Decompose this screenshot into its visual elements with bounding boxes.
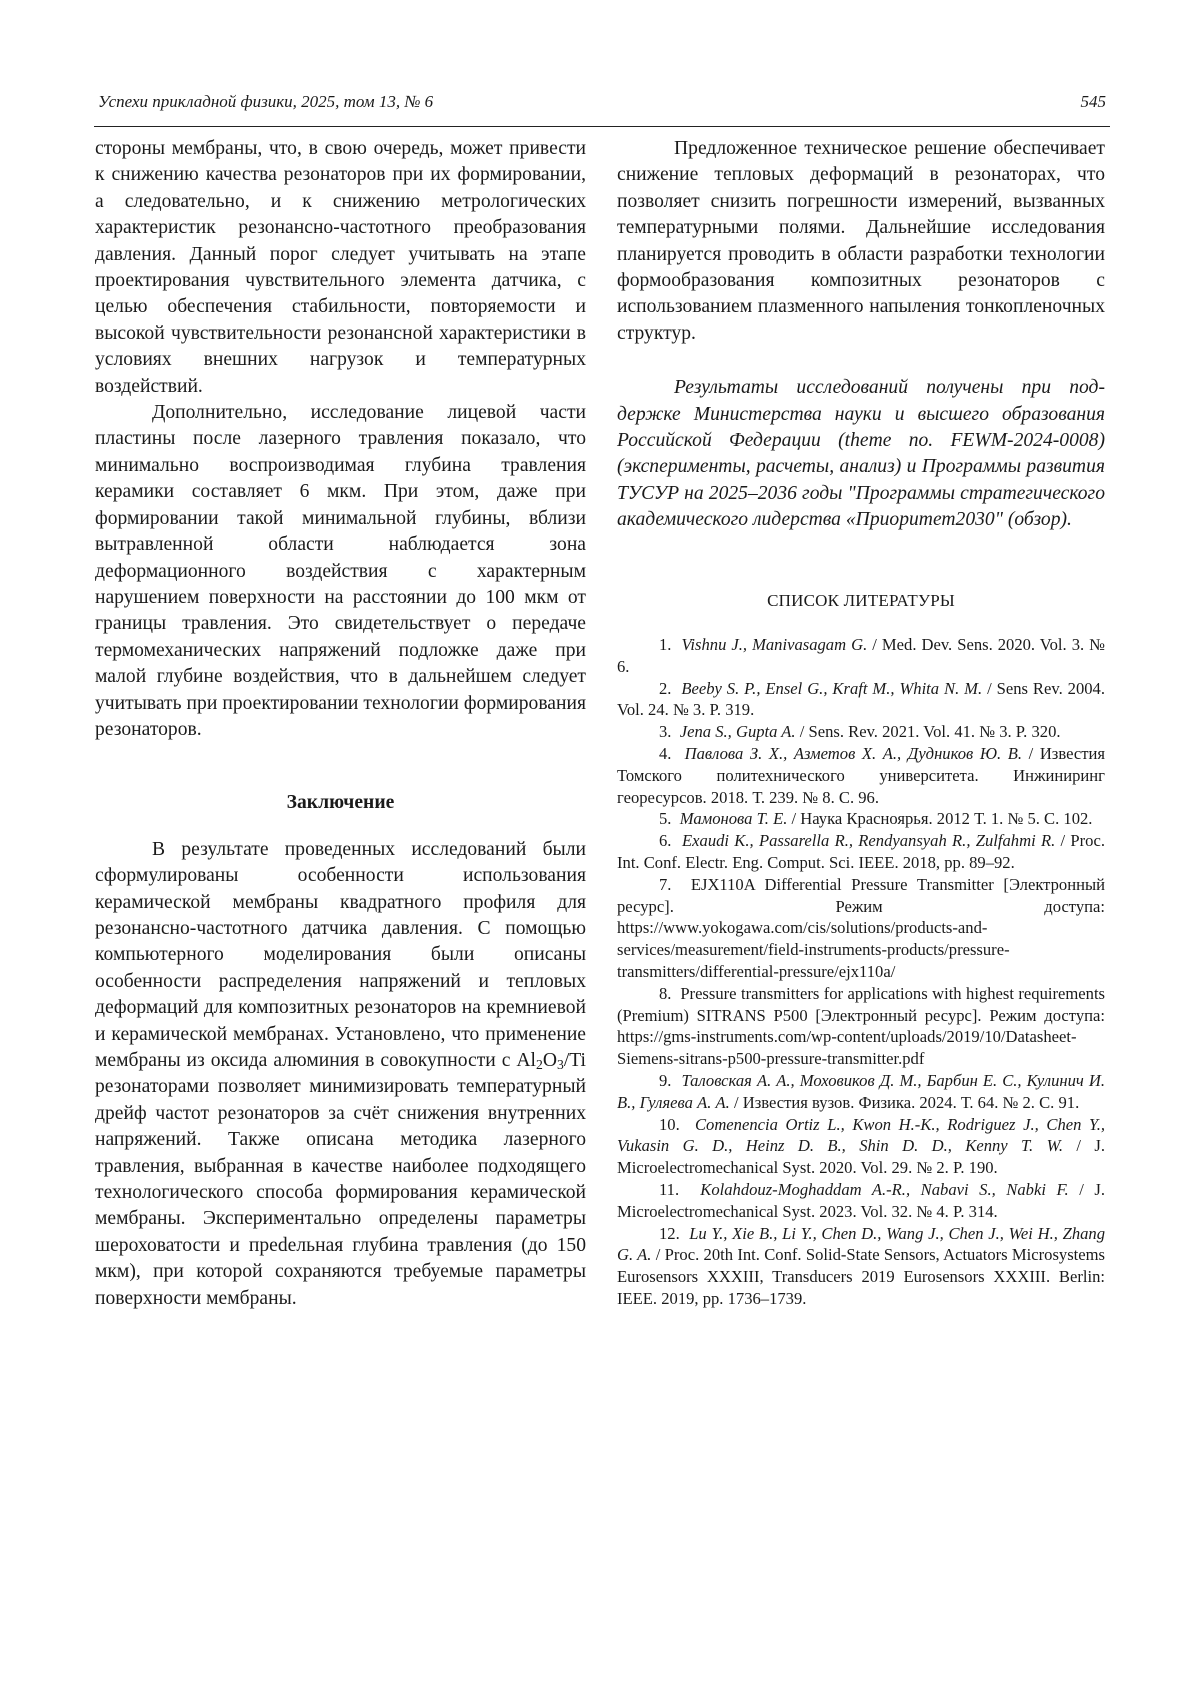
- reference-authors: Kolahdouz-Moghaddam A.-R., Nabavi S., Nabki F.: [700, 1180, 1069, 1200]
- journal-title: Успехи прикладной физики, 2025, том 13, № 6: [98, 92, 434, 111]
- conclusion-text: резонаторами позволяет минимизировать температурный дрейф частот резонаторов за счёт снижения внутренних напряжений. Также описана методика лазерного травления, выбранная в качестве наиболее подходящего технологического способа формирования керамической мембраны. Экспериментально определены параметры шероховатости и преdельная глубина травления (до 150 мкм), при которой сохраняются требуемые параметры поверхности мембраны.: [95, 1076, 586, 1309]
- reference-source: / Med. Dev. Sens. 2020. Vol. 3. № 6.: [617, 635, 1106, 676]
- reference-number: 10.: [659, 1114, 680, 1134]
- reference-authors: Exaudi K., Passarella R., Rendyansyah R., Zulfahmi R.: [682, 831, 1056, 851]
- reference-number: 5.: [659, 809, 672, 829]
- right-column: [617, 136, 1105, 1310]
- reference-source: / Известия вузов. Физика. 2024. Т. 64. № 2. С. 91.: [729, 1092, 1080, 1112]
- reference-authors: Павлова З. Х., Азметов Х. А., Дудников Ю. В.: [684, 744, 1022, 764]
- reference-item: [617, 634, 1105, 678]
- reference-item: [617, 1223, 1105, 1310]
- conclusion-paragraph: [95, 837, 586, 1312]
- reference-item: [617, 983, 1105, 1070]
- formula-ti: /Ti: [563, 1050, 586, 1071]
- reference-source: / Известия Томского политехнического университета. Инжиниринг георесурсов. 2018. Т. 239. № 8. С. 96.: [617, 744, 1105, 807]
- reference-item: [617, 1070, 1105, 1114]
- reference-authors: Vishnu J., Manivasagam G.: [681, 635, 868, 655]
- reference-item: [617, 874, 1105, 983]
- body-paragraph: стороны мембраны, что, в свою очередь, может привести к снижению качества резонаторов при их формировании, а следовательно, и к снижению метрологических характеристик резонансно-частотного преобразования давления. Данный порог следует учитывать на этапе проектирования чувствительного элемента датчика, с целью обеспечения стабильности, повторяемости и высокой чувствительности резонансной характеристики в условиях внешних нагрузок и температурных воздействий.: [95, 138, 586, 397]
- reference-number: 6.: [659, 831, 672, 851]
- reference-source: / Наука Красноярья. 2012 Т. 1. № 5. С. 102.: [787, 809, 1093, 829]
- reference-number: 2.: [659, 678, 672, 698]
- reference-authors: Мамонова Т. Е.: [679, 809, 788, 829]
- reference-number: 4.: [659, 744, 672, 764]
- reference-source: / Proc. Int. Conf. Electr. Eng. Comput. Sci. IEEE. 2018, pp. 89–92.: [617, 831, 1105, 873]
- reference-number: 12.: [659, 1223, 680, 1243]
- conclusion-text: В результате проведенных исследований были сформулированы особенности использования керамической мембраны квадратного профиля для резонансно-частотного датчика давления. С помощью компьютерного моделирования были описаны особенности распределения напряжений и тепловых деформаций для композитных резонаторов на кремниевой и керамической мембранах. Установлено, что применение мембраны из оксида алюминия в совокупности с: [95, 838, 586, 1071]
- reference-number: 9.: [659, 1071, 672, 1091]
- chemical-formula: [516, 1050, 586, 1071]
- section-title-conclusion: Заключение: [286, 792, 395, 814]
- reference-authors: Lu Y., Xie B., Li Y., Chen D., Wang J., Chen J., Wei H., Zhang G. A.: [617, 1223, 1106, 1265]
- reference-number: 7.: [659, 874, 672, 894]
- running-header: [94, 88, 1110, 127]
- reference-item: [617, 808, 1105, 830]
- reference-number: 3.: [659, 722, 672, 742]
- formula-al: Al: [516, 1050, 536, 1071]
- reference-item: [617, 743, 1105, 808]
- reference-source: / J. Microelectromechanical Syst. 2020. Vol. 29. № 2. P. 190.: [617, 1136, 1105, 1178]
- reference-source: / Proc. 20th Int. Conf. Solid-State Sensors, Actuators Microsystems Eurosensors XXXIII, Transducers 2019 Eurosensors XXXIII. Berlin: IEEE. 2019, pp. 1736–1739.: [617, 1245, 1106, 1308]
- references-title: СПИСОК ЛИТЕРАТУРЫ: [767, 590, 955, 610]
- body-paragraph: Предложенное техническое решение обеспечивает снижение тепловых деформаций в резонаторах, что позволяет снизить погрешности измерений, вызванных температурными полями. Дальнейшие исследования планируется проводить в области разработки технологии формообразования композитных резонаторов с использованием плазменного напыления тонкопленочных структур.: [617, 138, 1105, 344]
- formula-sub: 2: [535, 1057, 543, 1072]
- reference-source: Pressure transmitters for applications with highest requirements (Premium) SITRANS P500 [Электронный ресурс]. Режим доступа: https://gms-instruments.com/wp-content/uploads/2019/10/Datasheet-Siemens-sitrans-p500-pressure-transmitter.pdf: [617, 983, 1106, 1069]
- formula-sub: 3: [556, 1057, 564, 1072]
- body-paragraph: Дополнительно, исследование лицевой части пластины после лазерного травления показало, что минимально воспроизводимая глубина травления керамики составляет 6 мкм. При этом, даже при формировании такой минимальной глубины, вблизи вытравленной области наблюдается зона деформационного воздействия с характерным нарушением поверхности на расстоянии до 100 мкм от границы травления. Это свидетельствует о передаче термомеханических напряжений подложке даже при малой глубине воздействия, что в дальнейшем следует учитывать при проектировании технологии формирования резонаторов.: [95, 402, 586, 740]
- reference-item: [617, 1114, 1105, 1179]
- reference-item: [617, 678, 1105, 722]
- reference-source: EJX110A Differential Pressure Transmitter [Электронный ресурс]. Режим доступа: https://www.yokogawa.com/cis/solutions/products-and-services/measurement/field-instruments-products/pressure-transmitters/differential-pressure/ejx110a/: [617, 874, 1106, 982]
- reference-authors: Jena S., Gupta A.: [679, 722, 796, 742]
- reference-source: / Sens. Rev. 2021. Vol. 41. № 3. P. 320.: [795, 722, 1061, 742]
- reference-authors: Comenencia Ortiz L., Kwon H.-K., Rodriguez J., Chen Y., Vukasin G. D., Heinz D. B., Shin D. D., Kenny T. W.: [617, 1114, 1105, 1156]
- reference-source: / J. Microelectromechanical Syst. 2023. Vol. 32. № 4. P. 314.: [617, 1180, 1105, 1221]
- reference-number: 8.: [659, 983, 672, 1003]
- reference-item: [617, 1179, 1105, 1223]
- page-number: 545: [1080, 92, 1106, 111]
- reference-item: [617, 830, 1105, 874]
- reference-item: [617, 721, 1105, 743]
- reference-authors: Beeby S. P., Ensel G., Kraft M., Whita N. M.: [681, 678, 983, 698]
- acknowledgement: Результаты исследований получены при поддержке Министерства науки и высшего образования Российской Федерации (theme no. FEWM-2024-0008) (эксперименты, расчеты, анализ) и Программы развития ТУСУР на 2025–2036 годы "Программы стратегического академического лидерства «Приоритет2030" (обзор).: [617, 377, 1105, 531]
- reference-authors: Таловская А. А., Моховиков Д. М., Барбин Е. С., Кулинич И. В., Гуляева А. А.: [617, 1071, 1105, 1112]
- left-column: [95, 136, 586, 1312]
- references-list: [617, 634, 1105, 1310]
- formula-o: O: [542, 1050, 557, 1071]
- reference-number: 1.: [659, 635, 672, 655]
- reference-source: / Sens Rev. 2004. Vol. 24. № 3. P. 319.: [617, 678, 1105, 720]
- reference-number: 11.: [659, 1180, 680, 1200]
